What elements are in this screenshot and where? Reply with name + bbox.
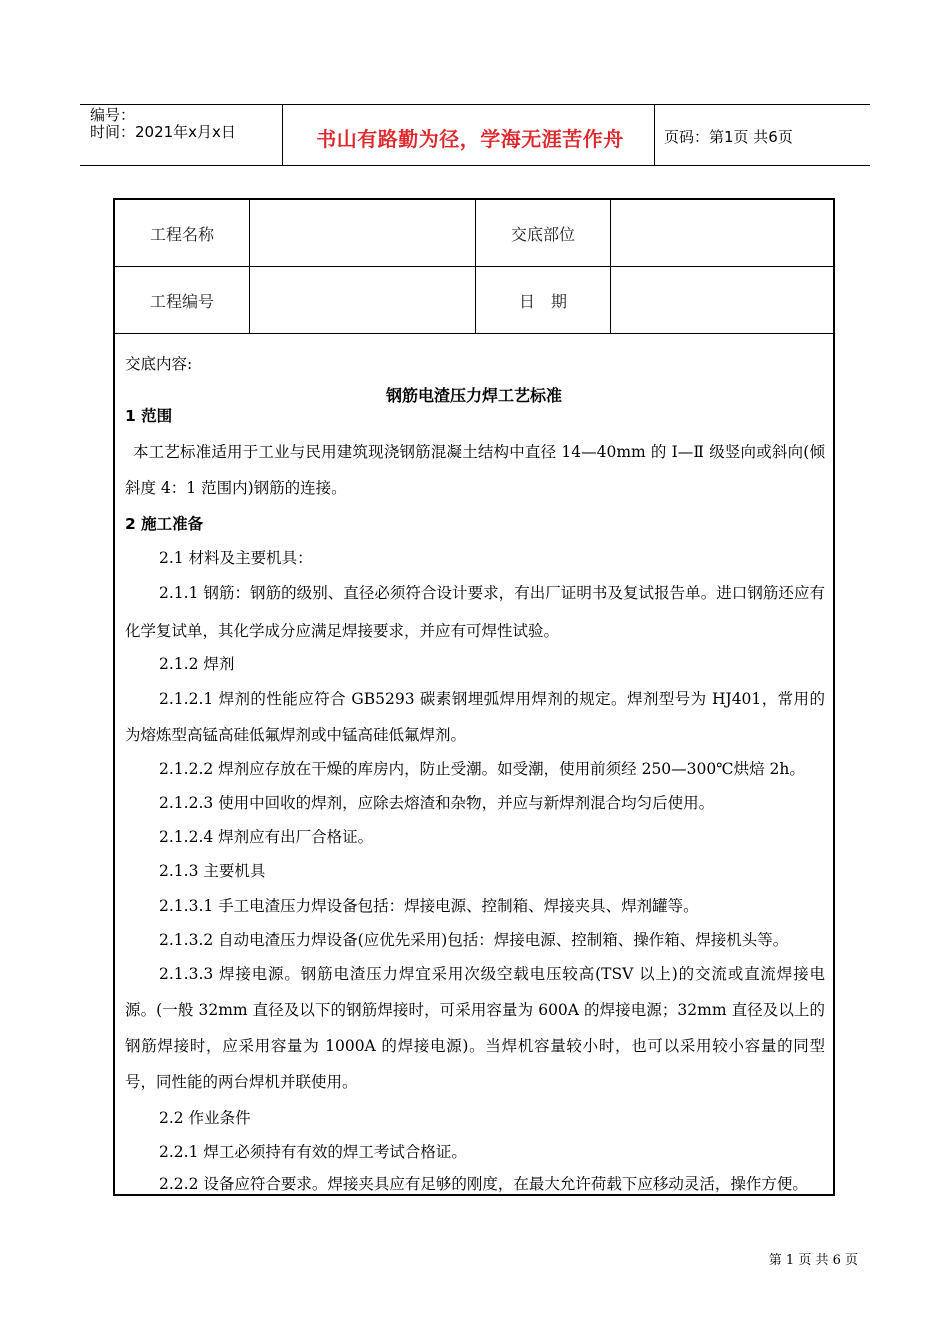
paragraph: 2.1.2 焊剂	[159, 655, 235, 673]
table-col-divider	[249, 200, 250, 334]
handover-part-label: 交底部位	[510, 225, 575, 244]
paragraph: 2.1.3.3 焊接电源。钢筋电渣压力焊宜采用次级空载电压较高(TSV 以上)的交流或直流焊接电源。(一般 32mm 直径及以下的钢筋焊接时，可采用容量为 600A 的焊接电源；32mm 直径及以上的钢筋焊接时，应采用容量为 1000A 的焊接电源)。当焊机容量较小时，也可以采用较小容量的同型号，同性能的两台焊机并联使用。	[125, 965, 825, 1091]
page-footer: 第 1 页 共 6 页	[768, 1253, 858, 1268]
table-col-divider	[475, 200, 476, 334]
content-intro-label: 交底内容:	[125, 355, 193, 373]
paragraph: 2.1.3.2 自动电渣压力焊设备(应优先采用)包括：焊接电源、控制箱、操作箱、焊接机头等。	[159, 931, 789, 949]
paragraph: 2.1.3.1 手工电渣压力焊设备包括：焊接电源、控制箱、焊接夹具、焊剂罐等。	[159, 897, 699, 915]
paragraph: 2.1.2.3 使用中回收的焊剂，应除去熔渣和杂物，并应与新焊剂混合均匀后使用。	[159, 794, 715, 812]
section-heading: 2 施工准备	[125, 515, 204, 533]
table-row-divider	[115, 266, 833, 267]
table-col-divider	[610, 200, 611, 334]
document-title: 钢筋电渣压力焊工艺标准	[385, 386, 562, 405]
header-divider	[282, 105, 283, 165]
paragraph: 2.1.1 钢筋：钢筋的级别、直径必须符合设计要求，有出厂证明书及复试报告单。进口钢筋还应有化学复试单，其化学成分应满足焊接要求，并应有可焊性试验。	[125, 584, 825, 640]
paragraph: 本工艺标准适用于工业与民用建筑现浇钢筋混凝土结构中直径 14—40mm 的 I—Ⅱ 级竖向或斜向(倾斜度 4：1 范围内)钢筋的连接。	[125, 443, 825, 497]
number-label: 编号：	[90, 106, 136, 124]
paragraph: 2.2.1 焊工必须持有有效的焊工考试合格证。	[159, 1143, 467, 1161]
paragraph: 2.1.2.4 焊剂应有出厂合格证。	[159, 828, 374, 846]
header-page-number: 页码：第1页 共6页	[664, 128, 793, 146]
header-meta	[90, 107, 236, 141]
paragraph: 2.2 作业条件	[159, 1109, 251, 1127]
section-heading: 1 范围	[125, 407, 173, 425]
header-divider	[654, 105, 655, 165]
date-label: 日 期	[518, 292, 567, 311]
project-name-label: 工程名称	[149, 225, 214, 244]
header-motto: 书山有路勤为径，学海无涯苦作舟	[316, 127, 624, 151]
page-header	[80, 104, 870, 166]
paragraph: 2.1.2.1 焊剂的性能应符合 GB5293 碳素钢埋弧焊用焊剂的规定。焊剂型号为 HJ401，常用的为熔炼型高锰高硅低氟焊剂或中锰高硅低氟焊剂。	[125, 690, 825, 744]
paragraph: 2.1 材料及主要机具：	[159, 549, 313, 567]
project-number-label: 工程编号	[149, 292, 214, 311]
time-label: 时间：2021年x月x日	[90, 123, 236, 141]
paragraph: 2.1.3 主要机具	[159, 862, 266, 880]
paragraph: 2.2.2 设备应符合要求。焊接夹具应有足够的刚度，在最大允许荷载下应移动灵活，操作方便。	[159, 1175, 808, 1193]
handover-table	[113, 198, 835, 1196]
paragraph: 2.1.2.2 焊剂应存放在干燥的库房内，防止受潮。如受潮，使用前须经 250—300℃烘焙 2h。	[159, 760, 805, 778]
table-row-divider	[115, 333, 833, 334]
